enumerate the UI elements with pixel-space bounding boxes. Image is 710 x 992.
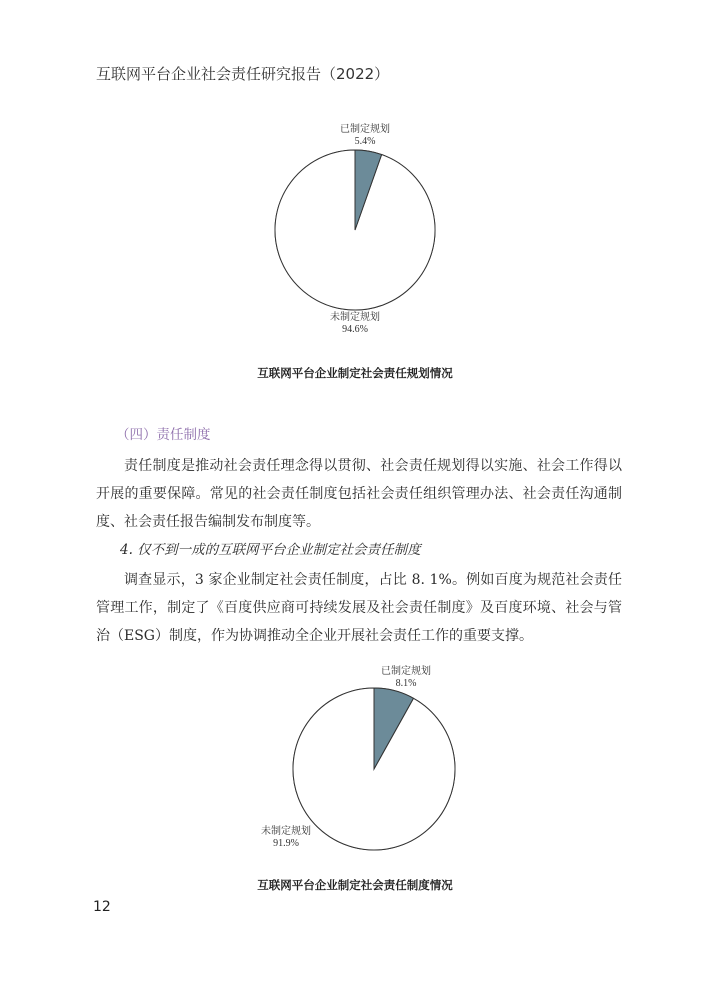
pie-chart-system — [250, 662, 510, 862]
page-number: 12 — [93, 899, 111, 915]
slice-value-planned: 8.1% — [395, 678, 417, 689]
slice-label-planned: 已制定规划 — [340, 124, 390, 135]
sub-heading: 4. 仅不到一成的互联网平台企业制定社会责任制度 — [120, 542, 421, 558]
slice-value-planned: 5.4% — [354, 136, 376, 147]
slice-value-unplanned: 94.6% — [342, 324, 368, 335]
body-paragraph: 调查显示，3 家企业制定社会责任制度，占比 8. 1%。例如百度为规范社会责任管理工作，制定了《百度供应商可持续发展及社会责任制度》及百度环境、社会与管治（ESG）制度，作为协调推动全企业开展社会责任工作的重要支撑。 — [96, 572, 622, 644]
section-heading: （四）责任制度 — [116, 427, 211, 443]
slice-label-planned: 已制定规划 — [381, 666, 431, 677]
body-paragraph: 责任制度是推动社会责任理念得以贯彻、社会责任规划得以实施、社会工作得以开展的重要保障。常见的社会责任制度包括社会责任组织管理办法、社会责任沟通制度、社会责任报告编制发布制度等。 — [96, 458, 622, 530]
pie-chart-planning — [255, 120, 455, 340]
running-header-title: 互联网平台企业社会责任研究报告（2022） — [96, 65, 390, 83]
slice-value-unplanned: 91.9% — [273, 838, 299, 849]
slice-label-unplanned: 未制定规划 — [330, 312, 380, 323]
chart-caption-system: 互联网平台企业制定社会责任制度情况 — [257, 878, 453, 892]
slice-label-unplanned: 未制定规划 — [261, 826, 311, 837]
chart-caption-planning: 互联网平台企业制定社会责任规划情况 — [257, 366, 453, 380]
